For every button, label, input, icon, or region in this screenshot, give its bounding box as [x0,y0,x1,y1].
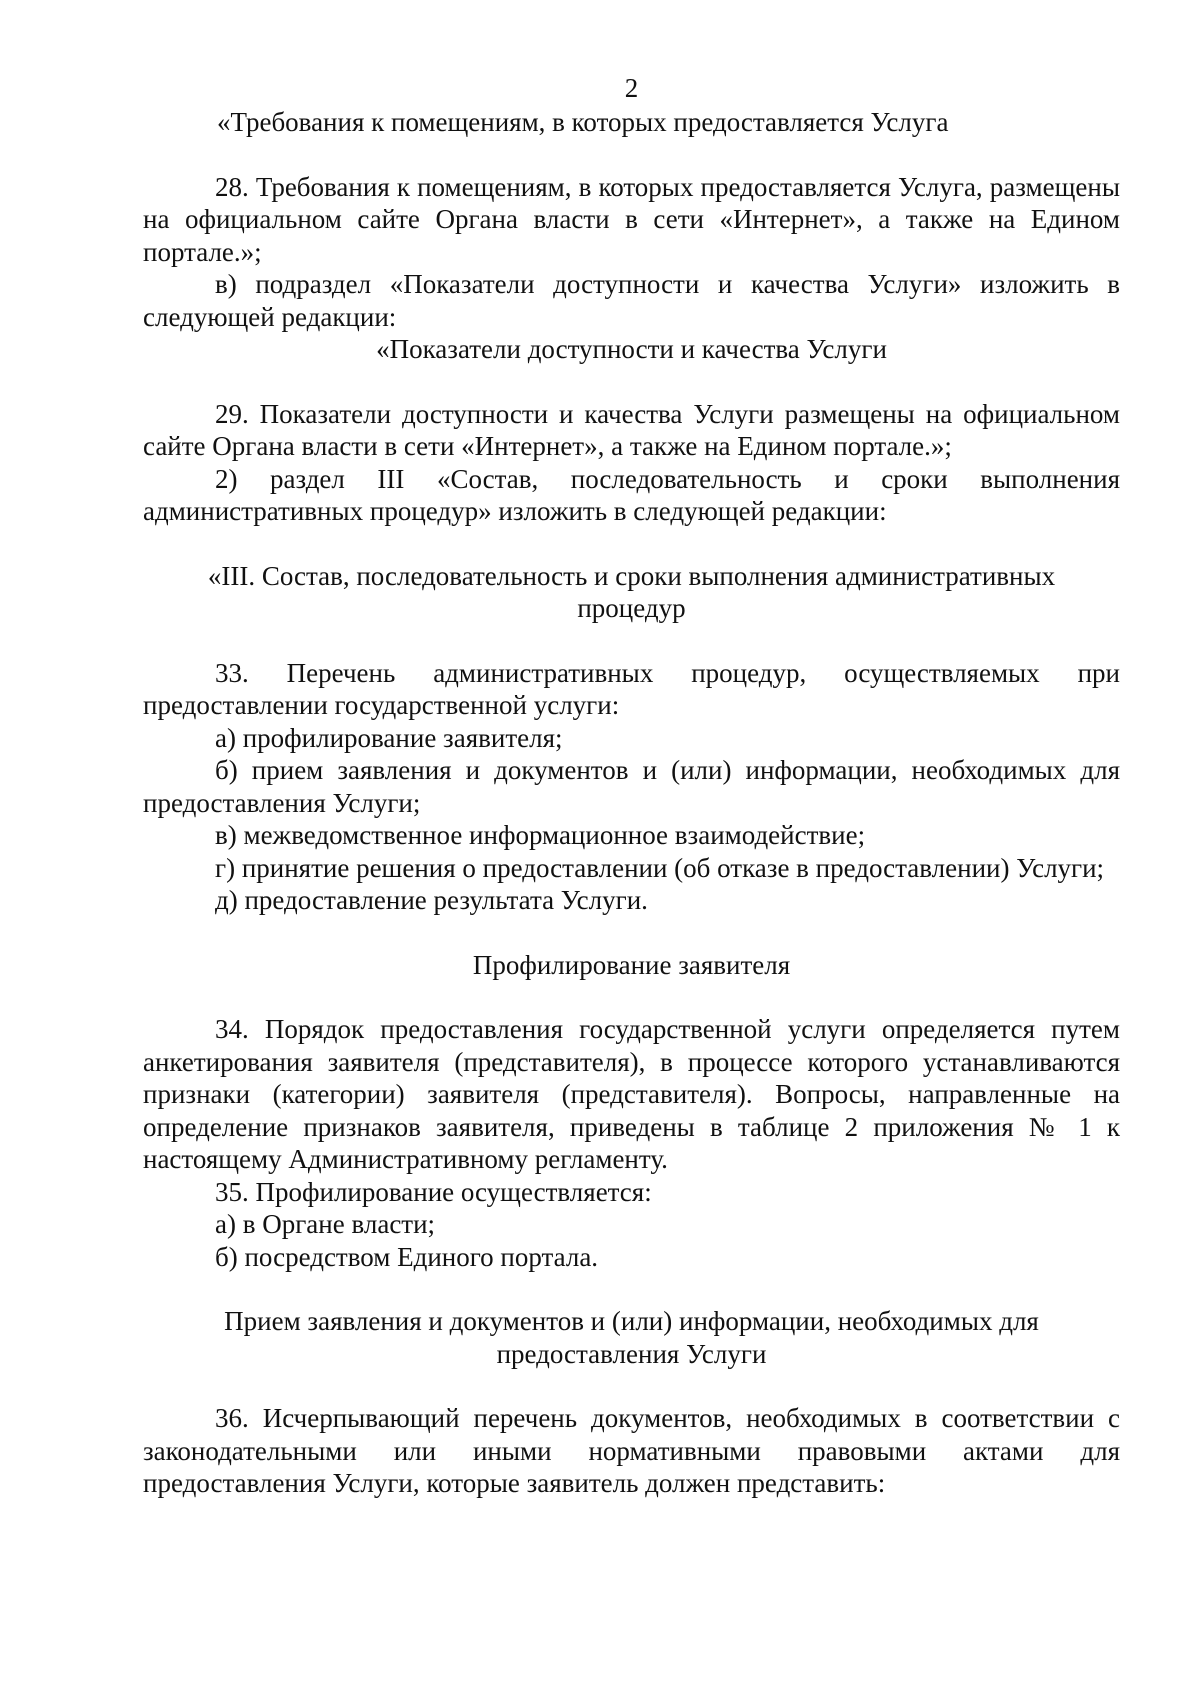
spacer [143,1370,1120,1402]
spacer [143,528,1120,560]
spacer [143,1273,1120,1305]
list-item-33-v: в) межведомственное информационное взаимодействие; [215,820,866,850]
paragraph-29: 29. Показатели доступности и качества Услуги размещены на официальном сайте Органа власти в сети «Интернет», а также на Едином портале.»; [143,398,1120,461]
list-item-33-g: г) принятие решения о предоставлении (об отказе в предоставлении) Услуги; [215,852,1105,883]
heading-section-3-line1: «III. Состав, последовательность и сроки выполнения административных [207,560,1056,591]
heading-applicant-profiling: Профилирование заявителя [472,949,791,980]
paragraph-34: 34. Порядок предоставления государственной услуги определяется путем анкетирования заявителя (представителя), в процессе которого устанавливаются признаки (категории) заявителя (представителя). Вопросы, направленные на определение признаков заявителя, приведены в таблице 2 приложения № 1 к настоящему Административному регламенту. [143,1014,1120,1174]
list-item-35-a: а) в Органе власти; [215,1209,436,1239]
paragraph-33: 33. Перечень административных процедур, осуществляемых при предоставлении государственной услуги: [143,657,1120,720]
paragraph-36: 36. Исчерпывающий перечень документов, необходимых в соответствии с законодательными или иными нормативными правовыми актами для предоставления Услуги, которые заявитель должен представить: [143,1403,1120,1498]
spacer [143,625,1120,657]
heading-application-reception-line1: Прием заявления и документов и (или) информации, необходимых для [224,1306,1039,1336]
paragraph-35: 35. Профилирование осуществляется: [215,1176,652,1207]
spacer [143,981,1120,1013]
document-body [143,70,1120,1500]
heading-premises-requirements: «Требования к помещениям, в которых предоставляется Услуга [217,107,949,137]
paragraph-v-subsection: в) подраздел «Показатели доступности и качества Услуги» изложить в следующей редакции: [143,269,1120,332]
spacer [143,917,1120,949]
list-item-33-a: а) профилирование заявителя; [215,722,563,753]
spacer [143,366,1120,398]
list-item-33-d: д) предоставление результата Услуги. [215,885,648,915]
page-number: 2 [624,73,639,103]
spacer [143,139,1120,171]
paragraph-2-section: 2) раздел III «Состав, последовательность и сроки выполнения административных процедур» изложить в следующей редакции: [143,463,1120,526]
heading-accessibility-indicators: «Показатели доступности и качества Услуги [376,334,887,364]
list-item-35-b: б) посредством Единого портала. [215,1241,599,1272]
heading-section-3-line2: процедур [577,593,686,623]
heading-application-reception-line2: предоставления Услуги [496,1338,767,1369]
list-item-33-b: б) прием заявления и документов и (или) информации, необходимых для предоставления Услуги; [143,755,1120,818]
paragraph-28: 28. Требования к помещениям, в которых предоставляется Услуга, размещены на официальном сайте Органа власти в сети «Интернет», а также на Едином портале.»; [143,171,1120,267]
